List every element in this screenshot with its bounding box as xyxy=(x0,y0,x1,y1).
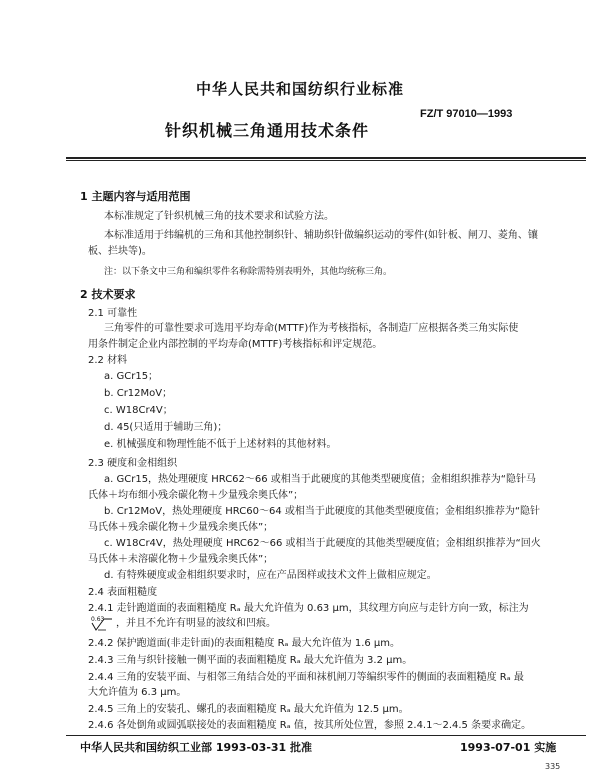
hardness-item-a-line-2: 氏体＋均布细小残余碳化物＋少量残余奥氏体”； xyxy=(88,490,304,501)
effective-date: 1993-07-01 实施 xyxy=(460,741,557,754)
material-item: a. GCr15； xyxy=(104,371,159,382)
header-rule-thin xyxy=(66,160,586,161)
clause-2-2-heading: 2.2 材料 xyxy=(88,355,128,366)
section-1-para-1: 本标准规定了针织机械三角的技术要求和试验方法。 xyxy=(104,211,334,222)
roughness-value: 0.63 xyxy=(91,616,105,623)
clause-2-4-heading: 2.4 表面粗糙度 xyxy=(88,587,158,598)
section-1-note: 注：以下条文中三角和编织零件名称除需特别表明外，其他均统称三角。 xyxy=(104,267,393,277)
material-item: c. W18Cr4V； xyxy=(104,405,173,416)
clause-2-4-1-line-1: 2.4.1 走针跑道面的表面粗糙度 Rₐ 最大允许值为 0.63 μm，其纹理方向应与走针方向一致，标注为 xyxy=(88,603,529,614)
clause-2-4-5: 2.4.5 三角上的安装孔、螺孔的表面粗糙度 Rₐ 最大允许值为 12.5 μm。 xyxy=(88,704,409,715)
clause-2-4-3: 2.4.3 三角与织针接触一侧平面的表面粗糙度 Rₐ 最大允许值为 3.2 μm。 xyxy=(88,655,413,666)
clause-2-4-4-line-1: 2.4.4 三角的安装平面、与相邻三角结合处的平面和袜机闸刀等编织零件的侧面的表面粗糙度 Rₐ 最 xyxy=(88,672,524,683)
header-rule xyxy=(66,157,586,159)
hardness-item-d: d. 有特殊硬度或金相组织要求时，应在产品图样或技术文件上做相应规定。 xyxy=(104,570,437,581)
page-number: 335 xyxy=(545,762,561,771)
approval-statement: 中华人民共和国纺织工业部 1993-03-31 批准 xyxy=(80,741,313,754)
section-1-heading: 1 主题内容与适用范围 xyxy=(80,190,191,203)
clause-2-3-heading: 2.3 硬度和金相组织 xyxy=(88,458,178,469)
hardness-item-b-line-1: b. Cr12MoV，热处理硬度 HRC60～64 或相当于此硬度的其他类型硬度值；金相组织推荐为“隐针 xyxy=(104,506,541,517)
clause-2-1-heading: 2.1 可靠性 xyxy=(88,308,138,319)
document-title: 针织机械三角通用技术条件 xyxy=(165,121,370,140)
material-item: e. 机械强度和物理性能不低于上述材料的其他材料。 xyxy=(104,439,337,450)
clause-2-4-4-line-2: 大允许值为 6.3 μm。 xyxy=(88,687,187,698)
section-2-heading: 2 技术要求 xyxy=(80,288,136,301)
clause-2-1-para-2: 用条件制定企业内部控制的平均寿命(MTTF)考核指标和评定规范。 xyxy=(88,339,383,350)
clause-2-4-1-line-2: ，并且不允许有明显的波纹和凹痕。 xyxy=(116,618,276,629)
clause-2-4-6: 2.4.6 各处倒角或圆弧联接处的表面粗糙度 Rₐ 值，按其所处位置，参照 2.4.1～2.4.5 条要求确定。 xyxy=(88,720,532,731)
material-item: d. 45(只适用于辅助三角)； xyxy=(104,422,228,433)
roughness-symbol-icon xyxy=(90,614,114,632)
section-1-para-2a: 本标准适用于纬编机的三角和其他控制织针、辅助织针做编织运动的零件(如针板、闸刀、菱角、镶 xyxy=(104,230,538,241)
clause-2-4-2: 2.4.2 保护跑道面(非走针面)的表面粗糙度 Rₐ 最大允许值为 1.6 μm。 xyxy=(88,638,401,649)
hardness-item-c-line-1: c. W18Cr4V，热处理硬度 HRC62～66 或相当于此硬度的其他类型硬度值；金相组织推荐为“回火 xyxy=(104,538,541,549)
hardness-item-a-line-1: a. GCr15，热处理硬度 HRC62～66 或相当于此硬度的其他类型硬度值；金相组织推荐为“隐针马 xyxy=(104,474,536,485)
hardness-item-b-line-2: 马氏体＋残余碳化物＋少量残余奥氏体”； xyxy=(88,522,274,533)
footer-rule xyxy=(66,735,586,736)
material-item: b. Cr12MoV； xyxy=(104,388,173,399)
hardness-item-c-line-2: 马氏体＋未溶碳化物＋少量残余奥氏体”； xyxy=(88,554,274,565)
clause-2-1-para-1: 三角零件的可靠性要求可选用平均寿命(MTTF)作为考核指标，各制造厂应根据各类三角实际使 xyxy=(104,323,519,334)
section-1-para-2b: 板、拦块等)。 xyxy=(88,246,152,257)
standard-organization: 中华人民共和国纺织行业标准 xyxy=(195,80,404,98)
standard-number: FZ/T 97010—1993 xyxy=(420,108,513,120)
